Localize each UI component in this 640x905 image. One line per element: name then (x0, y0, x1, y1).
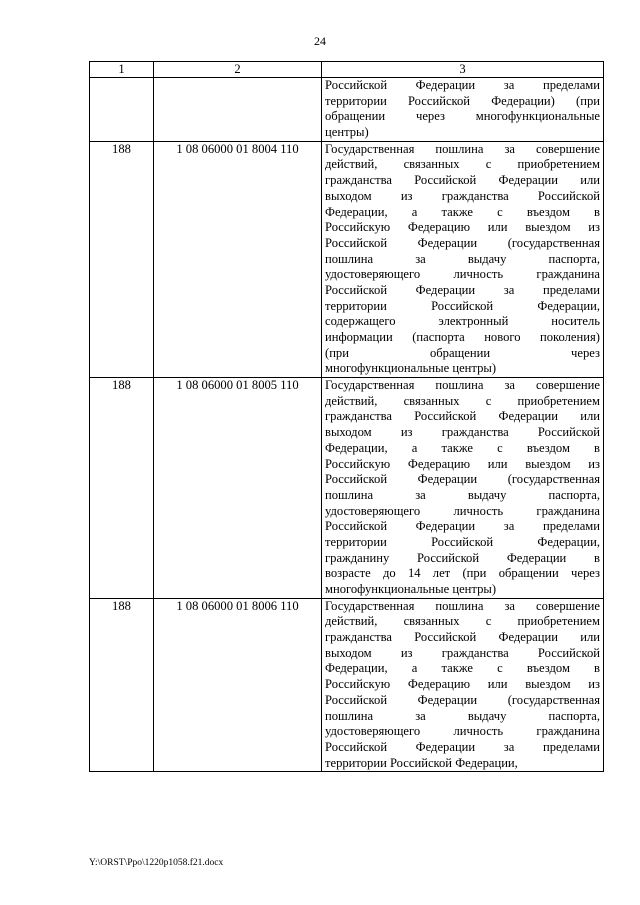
description-line: гражданства Российской Федерации или (325, 173, 600, 188)
budget-code-cell: 1 08 06000 01 8005 110 (154, 378, 322, 599)
budget-code-cell: 1 08 06000 01 8006 110 (154, 598, 322, 772)
description-line: Государственная пошлина за совершение (325, 378, 600, 393)
table-row (90, 598, 604, 772)
description-line: гражданину Российской Федерации в (325, 550, 600, 565)
column-header-2: 2 (154, 62, 322, 78)
table-row (90, 78, 604, 142)
description-line: возрасте до 14 лет (при обращении через (325, 566, 600, 581)
admin-code-cell (90, 78, 154, 142)
description-line: действий, связанных с приобретением (325, 393, 600, 408)
description-line: пошлина за выдачу паспорта, (325, 487, 600, 502)
description-line: центры) (325, 125, 369, 140)
description-line: гражданства Российской Федерации или (325, 409, 600, 424)
description-line: территории Российской Федерации, (325, 298, 600, 313)
table-header-row (90, 62, 604, 78)
description-line: Российскую Федерацию или выездом из (325, 456, 600, 471)
description-line: удостоверяющего личность гражданина (325, 503, 600, 518)
description-line: территории Российской Федерации, (325, 534, 600, 549)
description-line: пошлина за выдачу паспорта, (325, 708, 600, 723)
description-line: Российскую Федерацию или выездом из (325, 220, 600, 235)
description-line: информации (паспорта нового поколения) (325, 330, 600, 344)
table-body (90, 78, 604, 772)
description-line: Российской Федерации (государственная (325, 235, 600, 250)
description-line: многофункциональные центры) (325, 361, 497, 376)
description-line: территории Российской Федерации, (325, 755, 518, 770)
description-line: удостоверяющего личность гражданина (325, 267, 600, 282)
description-cell (322, 141, 604, 377)
description-line: выходом из гражданства Российской (325, 425, 600, 440)
description-line: действий, связанных с приобретением (325, 614, 600, 629)
description-line: Российской Федерации (государственная (325, 472, 600, 487)
budget-code-cell (154, 78, 322, 142)
budget-code-cell: 1 08 06000 01 8004 110 (154, 141, 322, 377)
description-line: Российскую Федерацию или выездом из (325, 677, 600, 692)
description-line: обращении через многофункциональные (325, 109, 600, 124)
description-cell (322, 78, 604, 142)
table-row (90, 141, 604, 377)
column-header-3: 3 (322, 62, 604, 78)
description-line: Федерации, а также с въездом в (325, 661, 600, 676)
description-line: действий, связанных с приобретением (325, 157, 600, 172)
admin-code-cell: 188 (90, 141, 154, 377)
description-line: Российской Федерации за пределами (325, 519, 600, 534)
description-cell (322, 598, 604, 772)
description-line: Российской Федерации за пределами (325, 739, 600, 754)
description-line: Государственная пошлина за совершение (325, 141, 600, 156)
description-line: Федерации, а также с въездом в (325, 440, 600, 455)
description-line: территории Российской Федерации) (при (325, 93, 600, 108)
description-line: многофункциональные центры) (325, 582, 497, 596)
table-header (90, 62, 604, 78)
page-number: 24 (314, 34, 326, 48)
description-line: Российской Федерации за пределами (325, 282, 600, 297)
description-line: Российской Федерации за пределами (325, 78, 600, 92)
budget-codes-table (89, 61, 604, 772)
description-cell (322, 378, 604, 599)
document-file-path: Y:\ORST\Ppo\1220p1058.f21.docx (89, 858, 224, 868)
description-line: выходом из гражданства Российской (325, 188, 600, 203)
description-line: пошлина за выдачу паспорта, (325, 251, 600, 266)
description-line: удостоверяющего личность гражданина (325, 724, 600, 739)
admin-code-cell: 188 (90, 378, 154, 599)
description-line: Российской Федерации (государственная (325, 692, 600, 707)
description-line: (при обращении через (325, 345, 600, 360)
description-line: содержащего электронный носитель (325, 314, 600, 329)
description-line: Федерации, а также с въездом в (325, 204, 600, 219)
description-line: Государственная пошлина за совершение (325, 598, 600, 613)
table-row (90, 378, 604, 599)
column-header-1: 1 (90, 62, 154, 78)
admin-code-cell: 188 (90, 598, 154, 772)
description-line: выходом из гражданства Российской (325, 645, 600, 660)
description-line: гражданства Российской Федерации или (325, 630, 600, 645)
